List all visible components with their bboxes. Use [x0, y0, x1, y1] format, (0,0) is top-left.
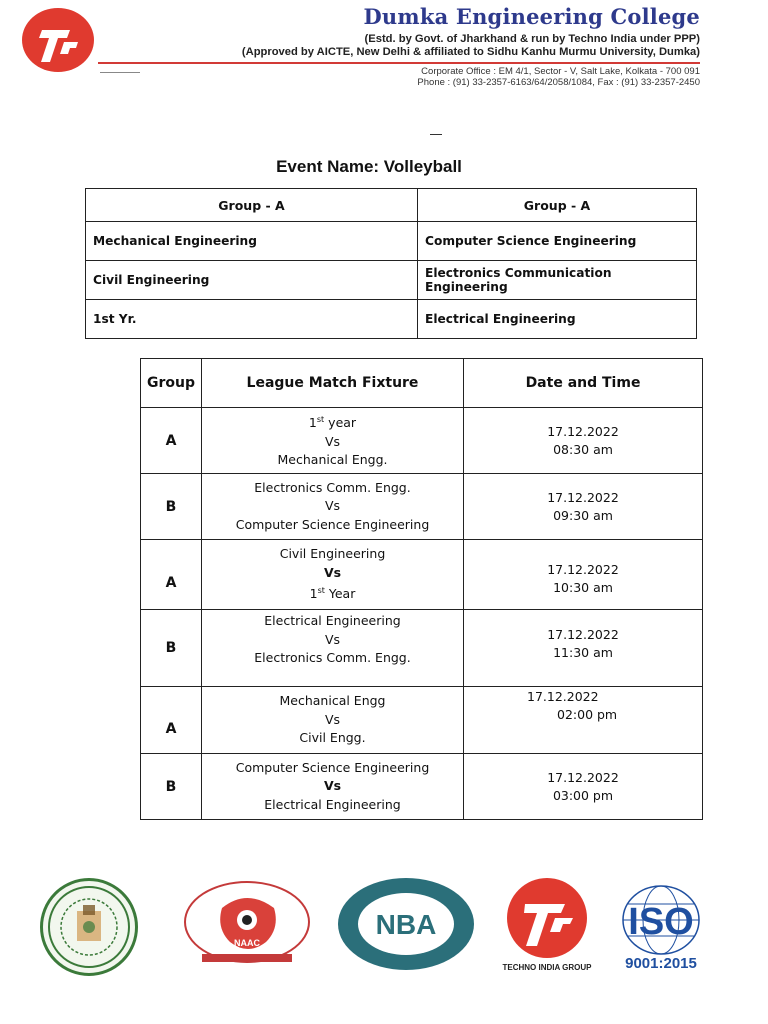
- team-1-name: year: [328, 415, 357, 431]
- ordinal-number: 1: [308, 415, 317, 431]
- team-2: Civil Engg.: [299, 730, 366, 746]
- fixture-table-header: [141, 359, 703, 408]
- team-2: [202, 582, 463, 604]
- match-date: 17.12.2022: [527, 689, 599, 704]
- header-divider: [98, 62, 700, 64]
- match-time: 02:00 pm: [557, 706, 618, 722]
- group-cell: Mechanical Engineering: [86, 222, 418, 261]
- table-row: [141, 610, 703, 687]
- group-header-right: Group - A: [418, 189, 697, 222]
- versus: Vs: [323, 564, 342, 580]
- fixture-date-time: [464, 687, 703, 754]
- phone-fax: Phone : (91) 33-2357-6163/64/2058/1084, Fax : (91) 33-2357-2450: [417, 77, 700, 88]
- match-time: 10:30 am: [553, 579, 613, 595]
- fixture-group: B: [141, 754, 202, 820]
- versus: Vs: [324, 631, 341, 647]
- match-date: 17.12.2022: [547, 562, 619, 577]
- separator-dash: [430, 134, 442, 135]
- versus: Vs: [323, 778, 342, 794]
- fixture-table: [140, 358, 703, 820]
- match-date: 17.12.2022: [547, 490, 619, 505]
- match-date: 17.12.2022: [547, 770, 619, 785]
- fixture-date-time: [464, 474, 703, 540]
- fixture-date-time: [464, 610, 703, 687]
- team-2-name: Year: [328, 586, 356, 602]
- fixture-match: [202, 474, 464, 540]
- approval-line: (Approved by AICTE, New Delhi & affiliated to Sidhu Kanhu Murmu University, Dumka): [241, 46, 700, 58]
- match-date: 17.12.2022: [547, 627, 619, 642]
- team-2: Electronics Comm. Engg.: [254, 650, 411, 665]
- versus: Vs: [324, 711, 341, 727]
- government-of-jharkhand-seal-icon: [40, 878, 138, 976]
- fixture-date-time: [464, 540, 703, 610]
- iso-9001-2015-logo-icon: [608, 878, 714, 970]
- team-2: Mechanical Engg.: [277, 452, 388, 468]
- table-row: [141, 754, 703, 820]
- versus: Vs: [324, 433, 341, 449]
- group-header-left: Group - A: [86, 189, 418, 222]
- iso-text: ISO: [628, 901, 694, 943]
- group-table-header: [86, 189, 697, 222]
- fixture-group: A: [141, 408, 202, 474]
- event-title: Event Name: Volleyball: [276, 157, 462, 176]
- fixture-match: [202, 540, 464, 610]
- match-time: 03:00 pm: [552, 787, 614, 803]
- fixture-match: [202, 408, 464, 474]
- ordinal-suffix: st: [317, 586, 325, 596]
- ordinal-number: 1: [309, 586, 318, 602]
- group-cell: Electrical Engineering: [418, 300, 697, 339]
- corporate-office-address: Corporate Office : EM 4/1, Sector - V, Salt Lake, Kolkata - 700 091: [421, 66, 700, 77]
- table-row: [86, 300, 697, 339]
- header-date-time: Date and Time: [464, 359, 703, 408]
- techno-india-group-logo-icon: [497, 878, 603, 974]
- group-cell: Electronics Communication Engineering: [418, 261, 697, 300]
- table-row: [141, 687, 703, 754]
- team-2: Electrical Engineering: [264, 796, 401, 812]
- header-group: Group: [141, 359, 202, 408]
- table-row: [141, 474, 703, 540]
- table-row: [86, 261, 697, 300]
- team-1: Electrical Engineering: [264, 613, 401, 628]
- college-name: Dumka Engineering College: [363, 4, 700, 29]
- ordinal-suffix: st: [316, 415, 325, 425]
- nba-text: NBA: [375, 909, 437, 940]
- naac-logo-icon: [168, 878, 326, 968]
- team-1: Mechanical Engg: [279, 693, 386, 709]
- team-1: Civil Engineering: [279, 546, 386, 562]
- naac-text: NAAC: [234, 938, 260, 948]
- fixture-group: A: [141, 687, 202, 754]
- corporate-office-info: [330, 66, 700, 88]
- iso-standard: 9001:2015: [625, 955, 697, 970]
- techno-text: TECHNO INDIA GROUP: [502, 963, 592, 972]
- fixture-date-time: [464, 408, 703, 474]
- fixture-group: B: [141, 474, 202, 540]
- table-row: [86, 222, 697, 261]
- match-date: 17.12.2022: [547, 424, 619, 439]
- fixture-group: B: [141, 610, 202, 687]
- establishment-line: (Estd. by Govt. of Jharkhand & run by Techno India under PPP): [364, 33, 700, 45]
- fixture-date-time: [464, 754, 703, 820]
- group-cell: Computer Science Engineering: [418, 222, 697, 261]
- group-cell: Civil Engineering: [86, 261, 418, 300]
- versus: Vs: [324, 498, 341, 514]
- table-row: [141, 408, 703, 474]
- techno-india-logo-icon: [22, 8, 94, 72]
- fixture-match: [202, 610, 464, 687]
- fixture-match: [202, 687, 464, 754]
- team-1: Electronics Comm. Engg.: [254, 479, 411, 495]
- match-time: 09:30 am: [553, 507, 613, 523]
- fixture-match: [202, 754, 464, 820]
- match-time: 11:30 am: [553, 644, 613, 660]
- team-1: Computer Science Engineering: [235, 759, 430, 775]
- team-2: Computer Science Engineering: [235, 516, 430, 532]
- match-time: 08:30 am: [553, 441, 613, 457]
- group-table: [85, 188, 697, 339]
- group-cell: 1st Yr.: [86, 300, 418, 339]
- nba-logo-icon: [338, 878, 474, 970]
- fixture-group: A: [141, 540, 202, 610]
- header-fixture: League Match Fixture: [202, 359, 464, 408]
- team-1: [202, 411, 463, 433]
- header-dash: [100, 72, 140, 73]
- table-row: [141, 540, 703, 610]
